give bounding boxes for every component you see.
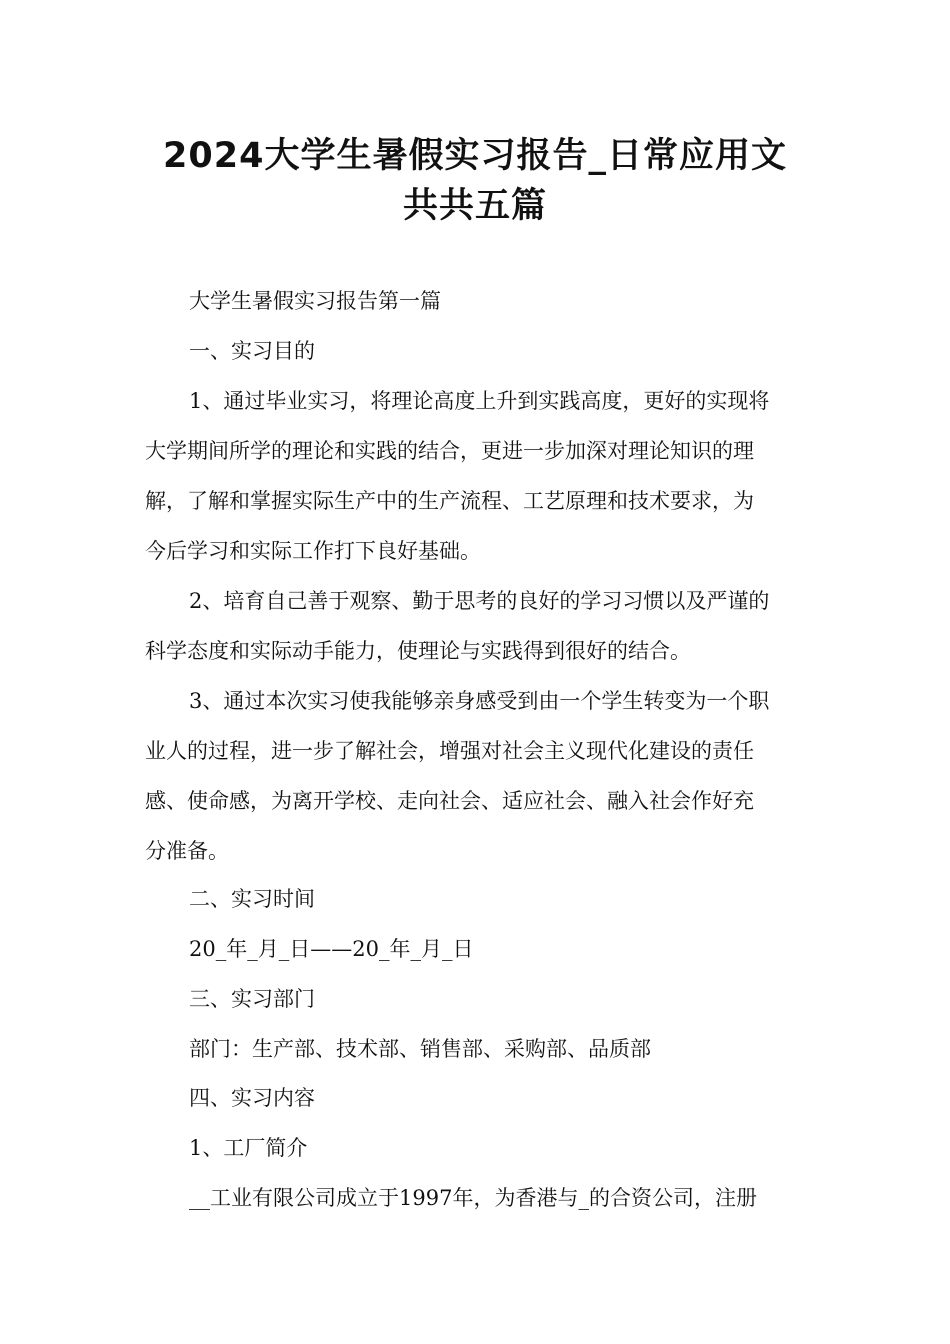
subheading-time: 二、实习时间 (189, 887, 315, 911)
paragraph-line: __工业有限公司成立于1997年，为香港与_的合资公司，注册 (189, 1186, 757, 1210)
paragraph-line: 2、培育自己善于观察、勤于思考的良好的学习习惯以及严谨的 (189, 589, 770, 613)
subheading-department: 三、实习部门 (189, 987, 315, 1011)
date-range: 20_年_月_日——20_年_月_日 (189, 937, 474, 961)
paragraph-line: 大学期间所学的理论和实践的结合，更进一步加深对理论知识的理 (145, 439, 754, 463)
paragraph-line: 业人的过程，进一步了解社会，增强对社会主义现代化建设的责任 (145, 739, 754, 763)
paragraph-line: 科学态度和实际动手能力，使理论与实践得到很好的结合。 (145, 639, 691, 663)
paragraph-line: 1、通过毕业实习，将理论高度上升到实践高度，更好的实现将 (189, 389, 770, 413)
paragraph-line: 3、通过本次实习使我能够亲身感受到由一个学生转变为一个职 (189, 689, 770, 713)
section-heading: 大学生暑假实习报告第一篇 (189, 289, 441, 313)
document-title-line-2: 共共五篇 (402, 186, 547, 226)
subheading-purpose: 一、实习目的 (189, 339, 315, 363)
paragraph-line: 分准备。 (145, 839, 229, 863)
department-list: 部门：生产部、技术部、销售部、采购部、品质部 (189, 1037, 651, 1061)
paragraph-line: 今后学习和实际工作打下良好基础。 (145, 539, 481, 563)
subheading-factory-intro: 1、工厂简介 (189, 1136, 308, 1160)
subheading-content: 四、实习内容 (189, 1086, 315, 1110)
document-title-line-1: 2024大学生暑假实习报告_日常应用文 (163, 136, 787, 176)
paragraph-line: 感、使命感，为离开学校、走向社会、适应社会、融入社会作好充 (145, 789, 754, 813)
paragraph-line: 解，了解和掌握实际生产中的生产流程、工艺原理和技术要求，为 (145, 489, 754, 513)
